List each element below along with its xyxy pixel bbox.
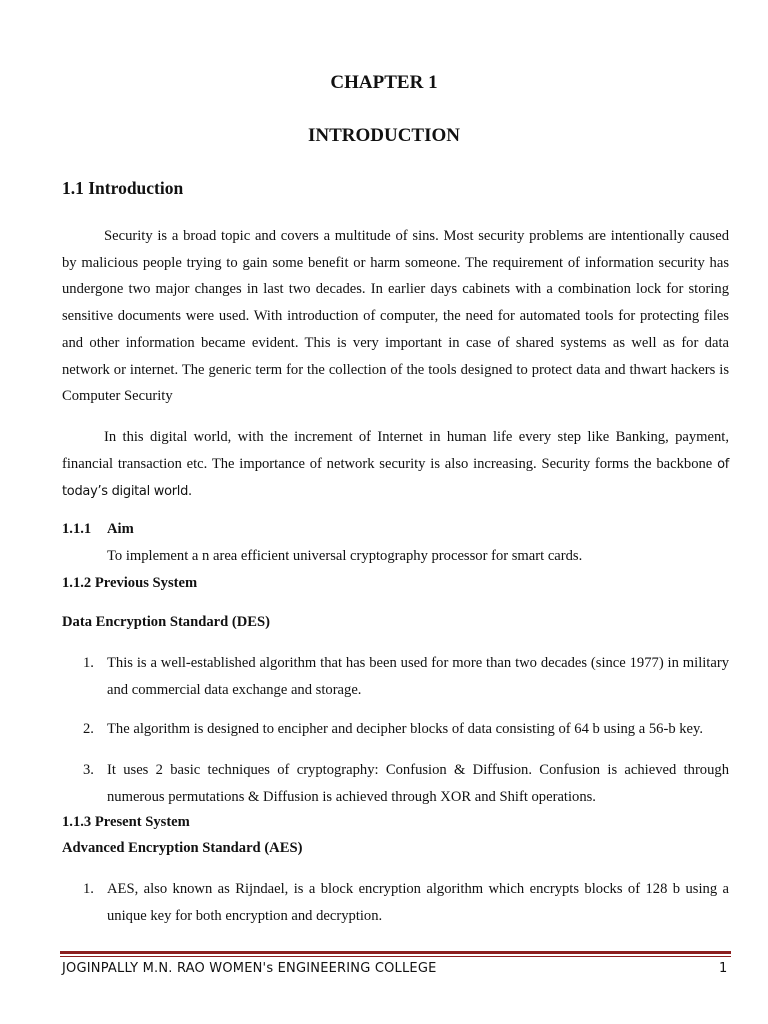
footer-rule-thick	[60, 951, 731, 954]
intro-paragraph-2-text: In this digital world, with the increment of Internet in human life every step like Banking, payment, financial transaction etc. The importance of network security is also increasing. Security forms the backbone	[62, 429, 729, 472]
chapter-title: INTRODUCTION	[307, 125, 461, 146]
footer-page-number: 1	[719, 961, 728, 976]
intro-paragraph-2-tail: of today’s digital world.	[62, 456, 730, 500]
chapter-number: CHAPTER 1	[330, 72, 438, 93]
des-list-item-1	[62, 650, 729, 704]
list-item-text: This is a well-established algorithm that has been used for more than two decades (since 1977) in military and commercial data exchange and storage.	[107, 655, 729, 698]
intro-paragraph-2	[62, 424, 729, 506]
present-system-heading: 1.1.3 Present System	[62, 814, 190, 830]
aes-heading: Advanced Encryption Standard (AES)	[62, 840, 303, 856]
list-number: 1.	[83, 655, 94, 671]
aes-list-item-1	[62, 876, 729, 930]
aim-label: Aim	[107, 521, 134, 537]
list-number: 3.	[83, 762, 94, 778]
list-number: 1.	[83, 881, 94, 897]
des-list-item-2	[62, 716, 729, 743]
des-heading: Data Encryption Standard (DES)	[62, 614, 270, 630]
section-heading: 1.1 Introduction	[62, 178, 184, 198]
list-item-text: The algorithm is designed to encipher and decipher blocks of data consisting of 64 b using a 56-b key.	[107, 721, 704, 737]
list-item-text: It uses 2 basic techniques of cryptography: Confusion & Diffusion. Confusion is achieved through numerous permutations & Diffusion is achieved through XOR and Shift operations.	[107, 762, 729, 805]
list-item-text: AES, also known as Rijndael, is a block encryption algorithm which encrypts blocks of 128 b using a unique key for both encryption and decryption.	[107, 881, 729, 924]
aim-number: 1.1.1	[62, 521, 92, 537]
footer-rule-thin	[60, 956, 731, 957]
des-list-item-3	[62, 757, 729, 811]
footer-college-name: JOGINPALLY M.N. RAO WOMEN's ENGINEERING COLLEGE	[62, 961, 437, 976]
intro-paragraph-1-text: Security is a broad topic and covers a multitude of sins. Most security problems are intentionally caused by malicious people trying to gain some benefit or harm someone. The requirement of information security has undergone two major changes in last two decades. In earlier days cabinets with a combination lock for storing sensitive documents were used. With introduction of computer, the need for automated tools for protecting files and other information became evident. This is very important in case of shared systems as well as for data network or internet. The generic term for the collection of the tools designed to protect data and thwart hackers is Computer Security	[62, 228, 729, 405]
intro-paragraph-1	[62, 223, 729, 410]
list-number: 2.	[83, 721, 94, 737]
previous-system-heading: 1.1.2 Previous System	[62, 575, 198, 591]
aim-text: To implement a n area efficient universal cryptography processor for smart cards.	[107, 548, 583, 564]
